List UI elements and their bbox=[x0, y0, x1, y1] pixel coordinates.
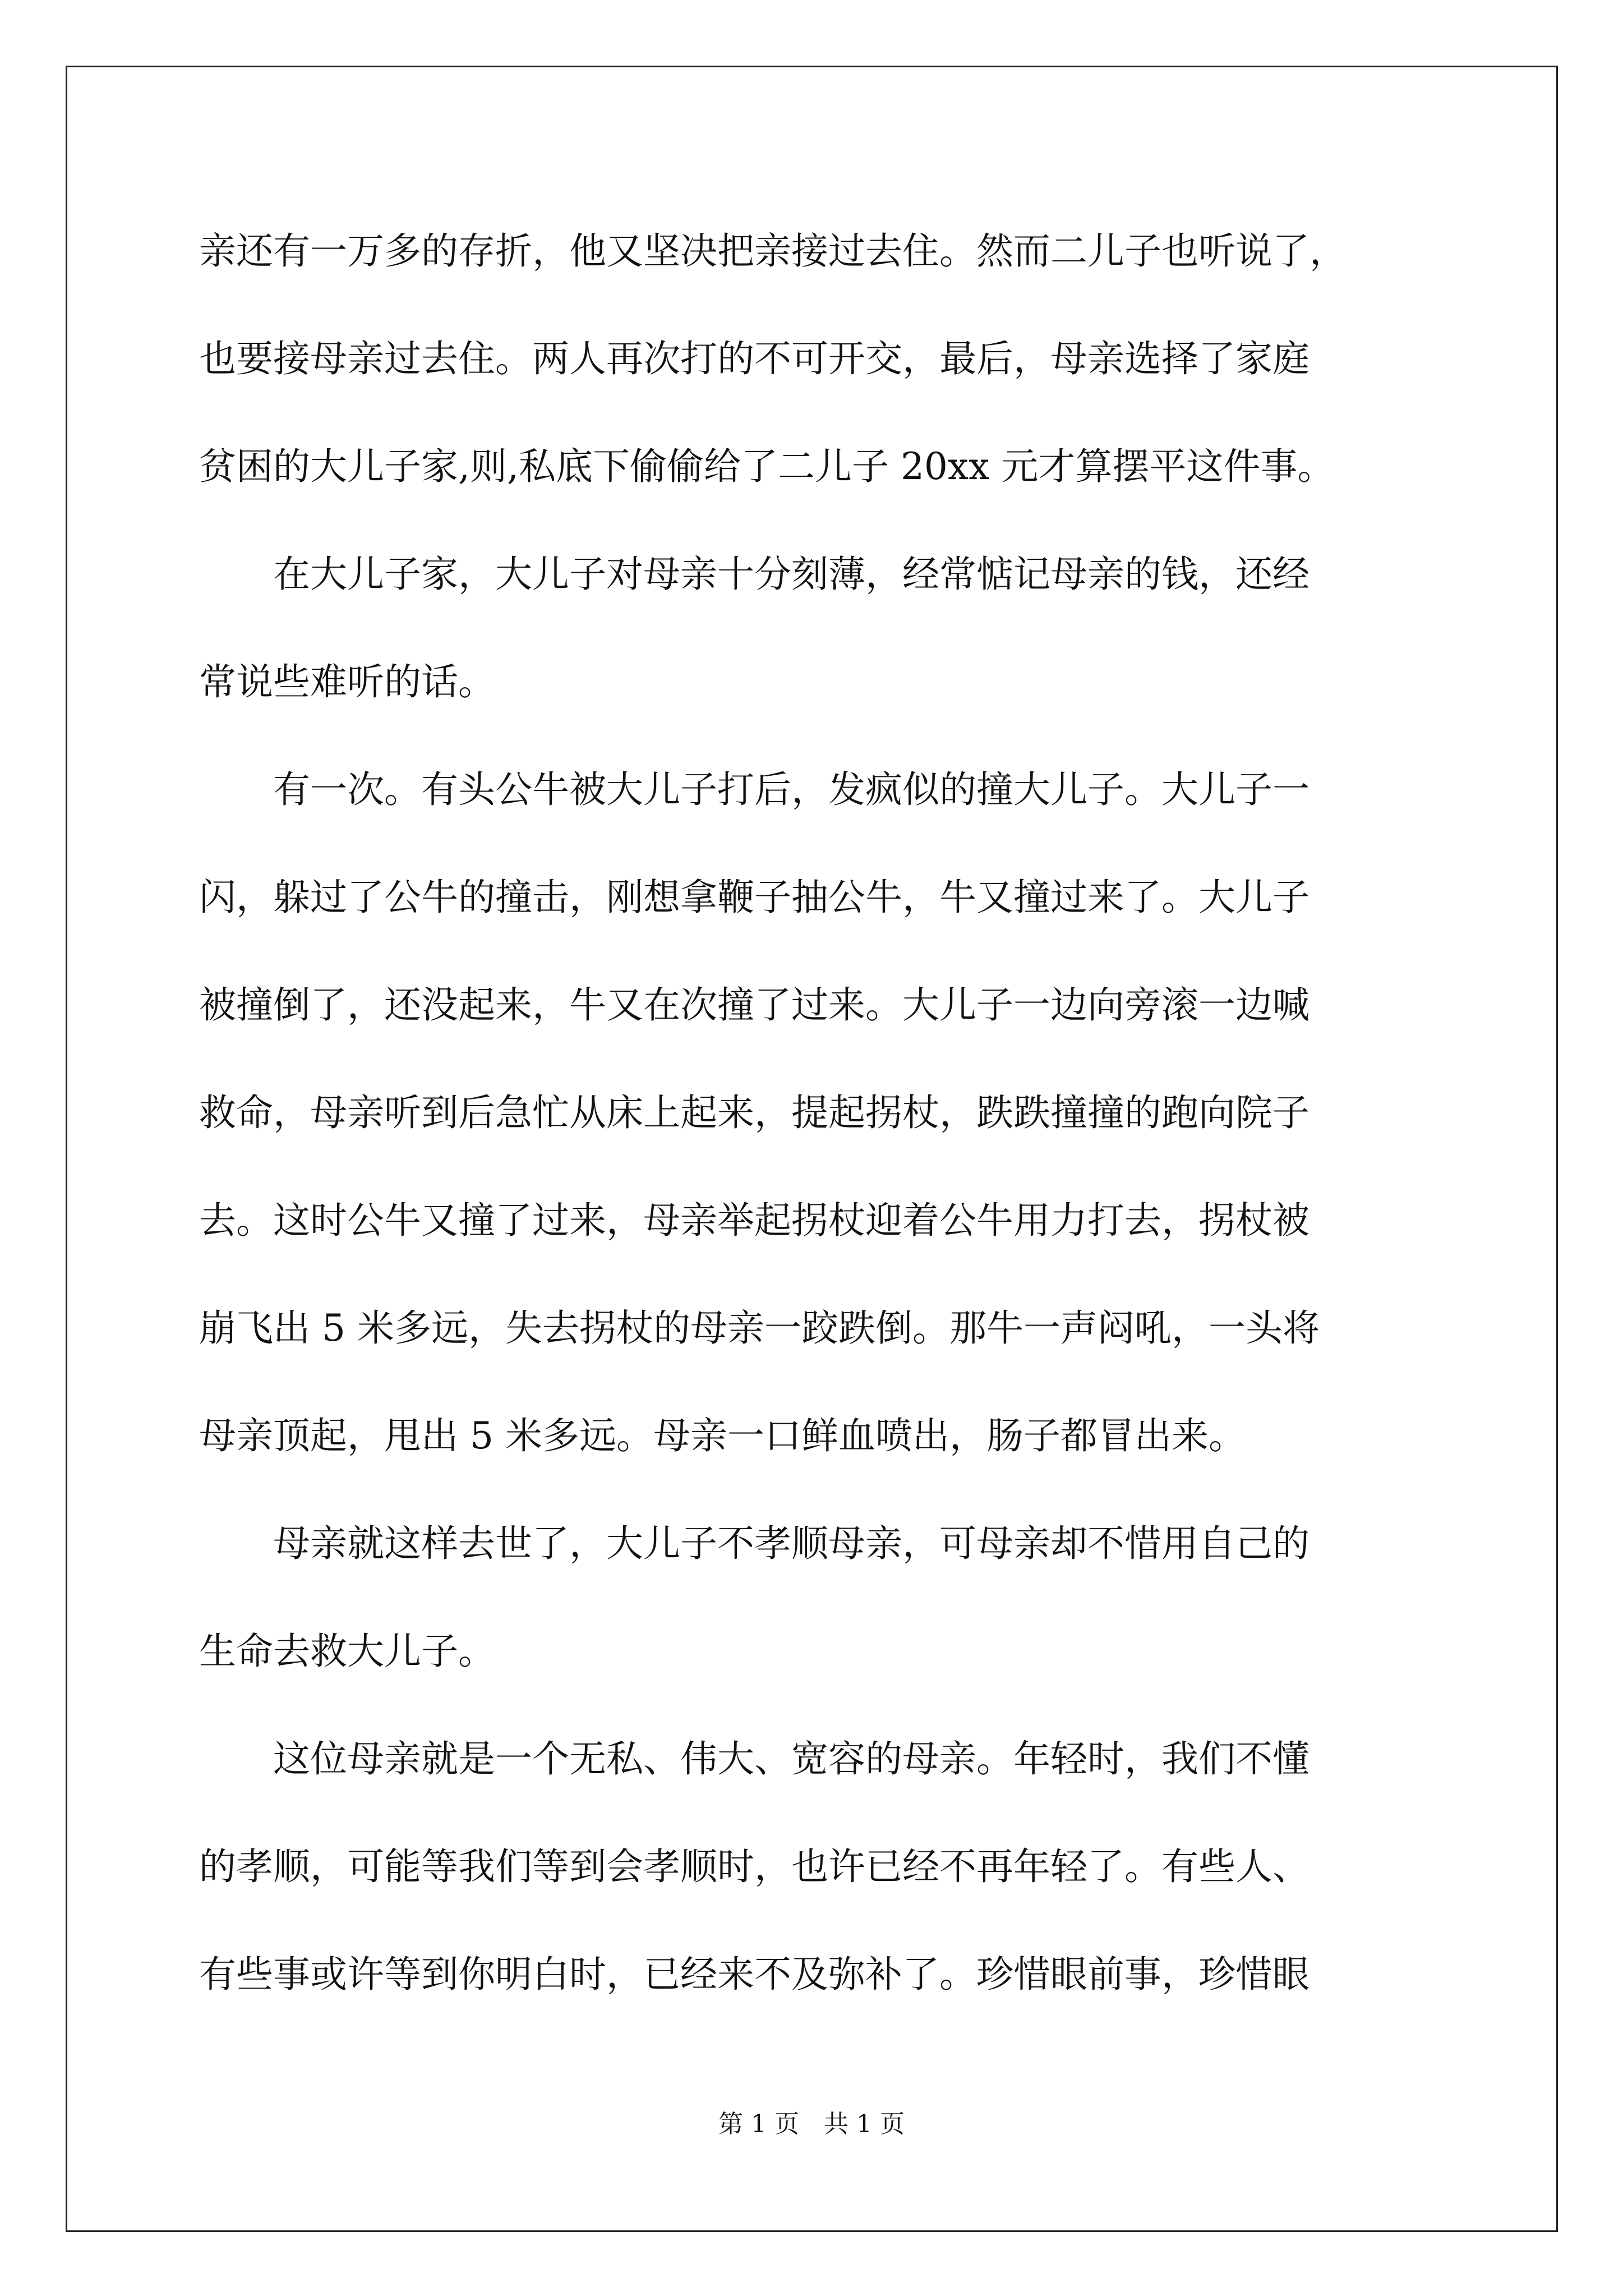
page-footer: 第 1 页 共 1 页 bbox=[718, 2110, 905, 2138]
text-line: 救命，母亲听到后急忙从床上起来，提起拐杖，跌跌撞撞的跑向院子 bbox=[199, 1091, 1310, 1134]
text-line: 在大儿子家，大儿子对母亲十分刻薄，经常惦记母亲的钱，还经 bbox=[273, 553, 1310, 596]
text-line: 被撞倒了，还没起来，牛又在次撞了过来。大儿子一边向旁滚一边喊 bbox=[199, 983, 1310, 1027]
text-line: 生命去救大儿子。 bbox=[199, 1630, 495, 1673]
text-line: 崩飞出 5 米多远，失去拐杖的母亲一跤跌倒。那牛一声闷吼，一头将 bbox=[199, 1306, 1320, 1350]
text-line: 的孝顺，可能等我们等到会孝顺时，也许已经不再年轻了。有些人、 bbox=[199, 1845, 1310, 1888]
text-line: 去。这时公牛又撞了过来，母亲举起拐杖迎着公牛用力打去，拐杖被 bbox=[199, 1199, 1310, 1242]
text-line: 母亲就这样去世了，大儿子不孝顺母亲，可母亲却不惜用自己的 bbox=[273, 1522, 1310, 1565]
text-line: 贫困的大儿子家,则,私底下偷偷给了二儿子 20xx 元才算摆平这件事。 bbox=[199, 445, 1335, 488]
document-body bbox=[199, 197, 1433, 2028]
text-line: 有些事或许等到你明白时，已经来不及弥补了。珍惜眼前事，珍惜眼 bbox=[199, 1953, 1310, 1996]
text-line: 闪，躲过了公牛的撞击，刚想拿鞭子抽公牛，牛又撞过来了。大儿子 bbox=[199, 876, 1310, 919]
text-line: 母亲顶起，甩出 5 米多远。母亲一口鲜血喷出，肠子都冒出来。 bbox=[199, 1414, 1246, 1457]
text-line: 常说些难听的话。 bbox=[199, 660, 495, 703]
text-line: 亲还有一万多的存折，他又坚决把亲接过去住。然而二儿子也听说了， bbox=[199, 229, 1347, 273]
text-line: 有一次。有头公牛被大儿子打后，发疯似的撞大儿子。大儿子一 bbox=[273, 768, 1310, 811]
text-line: 也要接母亲过去住。两人再次打的不可开交，最后，母亲选择了家庭 bbox=[199, 337, 1310, 380]
text-line: 这位母亲就是一个无私、伟大、宽容的母亲。年轻时，我们不懂 bbox=[273, 1737, 1310, 1780]
